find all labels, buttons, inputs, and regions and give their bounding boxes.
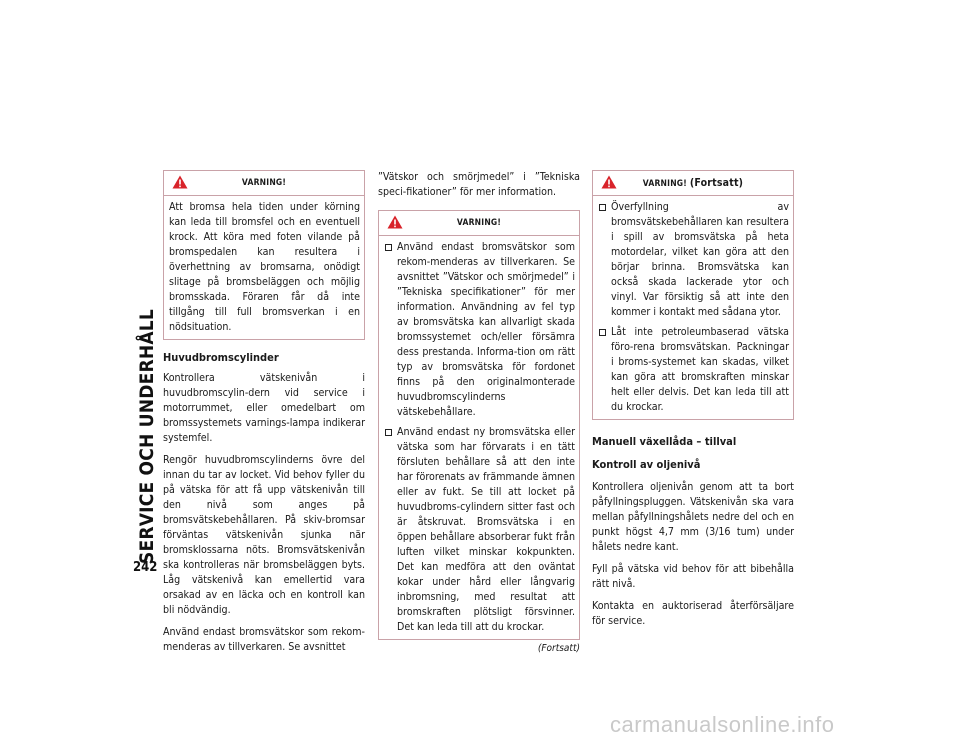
warning-box [378, 210, 580, 640]
section-title-text: SERVICE OCH UNDERHÅLL [136, 309, 158, 564]
warning-header [164, 171, 364, 196]
paragraph: Använd endast bromsvätskor som rekom-menderas av tillverkaren. Se avsnittet [163, 626, 365, 653]
warning-triangle-icon [172, 175, 188, 189]
section-side-title [136, 168, 162, 568]
section-heading: Huvudbromscylinder [163, 351, 279, 364]
section-heading: Manuell växellåda – tillval [592, 435, 737, 448]
paragraph: Rengör huvudbromscylinderns övre del innan du tar av locket. Vid behov fyller du på vätska för att få upp vätskenivån till den nivå som anges på bromsvätskebehållaren. På skiv-bromsar förväntas vätskenivån sjunka när bromsklossarna nöts. Bromsvätskenivån ska kontrolleras när bromsbeläggen byts. Låg vätskenivå kan emellertid vara orsakad av en läcka och en kontroll kan bli nödvändig. [163, 454, 365, 616]
bullet-square-icon [385, 429, 392, 436]
list-item [384, 240, 575, 420]
bullet-square-icon [599, 204, 606, 211]
warning-heading: VARNING! [241, 178, 287, 188]
watermark: carmanualsonline.info [610, 712, 835, 737]
paragraph: Kontakta en auktoriserad återförsäljare för service. [592, 600, 794, 627]
paragraph: Kontrollera oljenivån genom att ta bort påfyllningspluggen. Vätskenivån ska vara mellan påfyllningshålets nedre del och en punkt högst 4,7 mm (3/16 tum) under hålets nedre kant. [592, 481, 794, 553]
paragraph: Fyll på vätska vid behov för att bibehålla rätt nivå. [592, 563, 794, 590]
warning-heading: VARNING! [642, 179, 687, 189]
list-item-text: Använd endast bromsvätskor som rekom-menderas av tillverkaren. Se avsnittet ”Vätskor och smörjmedel” i ”Tekniska specifikationer” för mer information. Användning av fel typ av bromsvätska kan allvarligt skada bromssystemet och/eller försämra dess prestanda. Informa-tion om rätt typ av bromsvätska för fordonet finns på den originalmonterade huvudbromscylinderns vätskebehållare. [397, 241, 575, 418]
page-number: 242 [133, 560, 158, 575]
list-item [598, 325, 789, 415]
warning-heading-continued: (Fortsatt) [689, 177, 744, 189]
paragraph: ”Vätskor och smörjmedel” i ”Tekniska speci-fikationer” för mer information. [378, 171, 580, 198]
paragraph: Kontrollera vätskenivån i huvudbromscylin-dern vid service i motorrummet, eller omedelbart om bromssystemets varnings-lampa indikerar systemfel. [163, 372, 365, 444]
warning-triangle-icon [387, 215, 403, 229]
warning-box [163, 170, 365, 340]
warning-text: Att bromsa hela tiden under körning kan leda till bromsfel och en eventuell krock. Att köra med foten vilande på bromspedalen kan resultera i överhettning av bromsarna, onödigt slitage på bromsbeläggen och möjlig bromsskada. Föraren får då inte tillgång till full bromsverkan i en nödsituation. [169, 201, 360, 333]
list-item-text: Låt inte petroleumbaserad vätska förо-rena bromsvätskan. Packningar i broms-systemet kan skadas, vilket kan göra att bromskraften minskar helt eller delvis. Det kan leda till att du krockar. [611, 326, 789, 413]
list-item [384, 425, 575, 635]
list-item-text: Använd endast ny bromsvätska eller vätska som har förvarats i en tätt försluten behållare så att den inte har förorenats av främmande ämnen eller av fukt. Se till att locket på huvudbroms-cylindern sitter fast och är åtskruvat. Bromsvätska i en öppen behållare absorberar fukt från luften vilket minskar kokpunkten. Det kan medföra att den oväntat kokar under hård eller långvarig inbromsning, med resultat att bromskraften plötsligt försvinner. Det kan leda till att du krockar. [397, 426, 575, 633]
bullet-square-icon [385, 244, 392, 251]
column-3 [592, 170, 794, 636]
continued-note: (Fortsatt) [537, 643, 580, 654]
warning-body [379, 236, 579, 639]
warning-body [593, 196, 793, 419]
warning-heading: VARNING! [456, 218, 502, 228]
column-2 [378, 170, 580, 656]
bullet-square-icon [599, 329, 606, 336]
list-item [598, 200, 789, 320]
column-1 [163, 170, 365, 662]
warning-header [379, 211, 579, 236]
warning-triangle-icon [601, 175, 617, 189]
warning-box [592, 170, 794, 420]
warning-header [593, 171, 793, 196]
list-item-text: Överfyllning av bromsvätskebehållaren kan resultera i spill av bromsvätska på heta motordelar, vilket kan göra att den börjar brinna. Bromsvätska kan också skada lackerade ytor och vinyl. Var försiktig så att inte den kommer i kontakt med sådana ytor. [611, 201, 789, 318]
subsection-heading: Kontroll av oljenivå [592, 458, 701, 471]
